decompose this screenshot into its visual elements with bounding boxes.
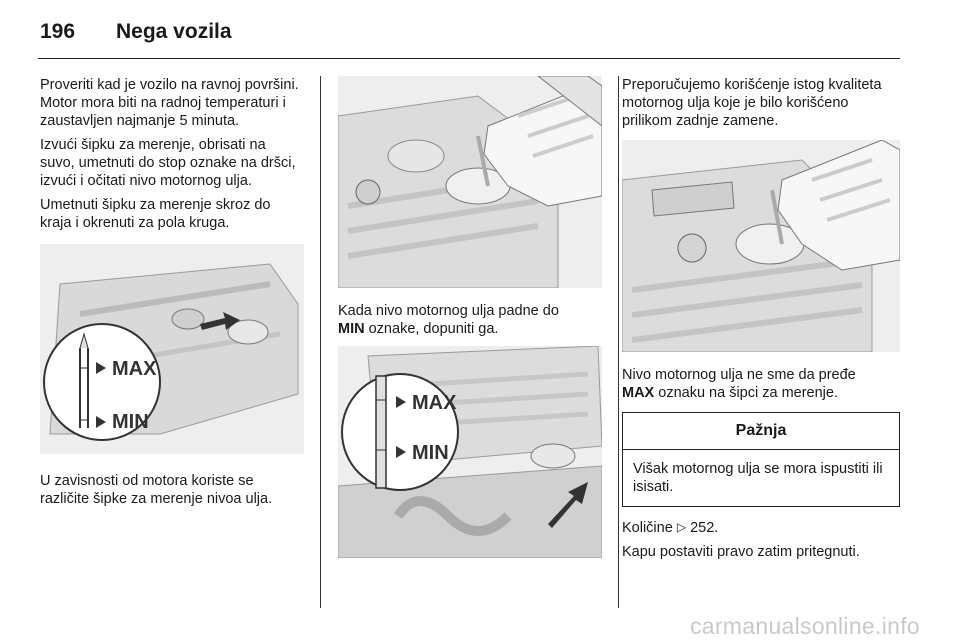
column-divider-2	[618, 76, 619, 608]
page-number: 196	[40, 20, 76, 43]
column-1	[40, 76, 304, 514]
instruction-paragraph-3: Umetnuti šipku za merenje skroz do kraja i okrenuti za pola kruga.	[40, 197, 271, 231]
column-3	[622, 76, 902, 567]
max-warning-text-start: Nivo motornog ulja ne sme da pređe	[622, 367, 856, 383]
max-warning-text-end: oznaku na šipci za merenje.	[654, 385, 838, 401]
dipstick-figure-2	[338, 346, 602, 558]
min-refill-text-start: Kada nivo motornog ulja padne do	[338, 303, 559, 319]
max-warning-paragraph	[622, 366, 902, 402]
page-title: Nega vozila	[116, 20, 232, 43]
oil-filling-figure-2	[622, 140, 900, 352]
max-warning-bold: MAX	[622, 385, 655, 401]
oil-quality-paragraph: Preporučujemo korišćenje istog kvaliteta motornog ulja koje je bilo korišćeno prilikom zadnje zamene.	[622, 77, 882, 129]
page-reference-icon: ▷	[676, 520, 687, 534]
min-label-2: MIN	[412, 442, 449, 464]
max-label: MAX	[112, 358, 157, 380]
capacities-text: Količine	[622, 520, 677, 536]
cap-instruction-paragraph: Kapu postaviti pravo zatim pritegnuti.	[622, 544, 860, 560]
notice-title: Pažnja	[623, 413, 899, 450]
instruction-paragraph-4: U zavisnosti od motora koriste se različite šipke za merenje nivoa ulja.	[40, 473, 273, 507]
instruction-paragraph-2: Izvući šipku za merenje, obrisati na suvo, umetnuti do stop oznake na dršci, izvući i očitati nivo motornog ulja.	[40, 137, 296, 189]
min-refill-paragraph	[338, 302, 602, 338]
oil-filling-figure	[338, 76, 602, 288]
notice-box	[622, 412, 900, 507]
min-refill-text-end: oznake, dopuniti ga.	[364, 321, 499, 337]
max-label-2: MAX	[412, 392, 457, 414]
min-label: MIN	[112, 411, 149, 433]
instruction-paragraph-1: Proveriti kad je vozilo na ravnoj površini. Motor mora biti na radnoj temperaturi i zaustavljen najmanje 5 minuta.	[40, 77, 299, 129]
notice-body: Višak motornog ulja se mora ispustiti ili isisati.	[633, 461, 883, 495]
capacities-reference	[622, 519, 902, 537]
min-refill-bold: MIN	[338, 321, 365, 337]
watermark: carmanualsonline.info	[689, 613, 920, 639]
column-2	[338, 76, 602, 558]
dipstick-figure-1	[40, 244, 304, 454]
capacities-page-link[interactable]: 252.	[690, 520, 719, 536]
column-divider-1	[320, 76, 321, 608]
header-rule	[38, 58, 900, 59]
